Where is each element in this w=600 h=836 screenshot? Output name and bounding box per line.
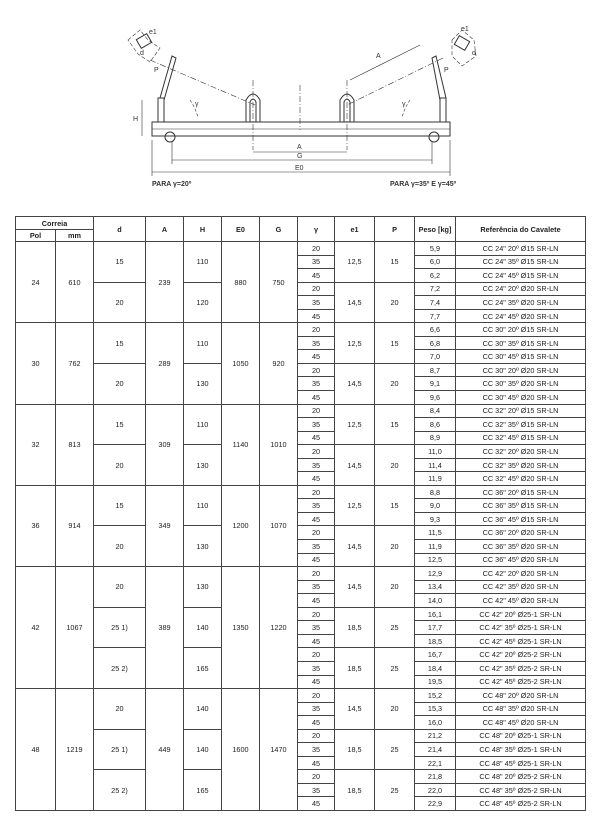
cell-h: 140 bbox=[184, 607, 222, 648]
table-row bbox=[16, 770, 586, 784]
cell-peso: 16,7 bbox=[415, 648, 456, 662]
cell-peso: 6,6 bbox=[415, 323, 456, 337]
cell-h: 165 bbox=[184, 770, 222, 811]
cell-h: 130 bbox=[184, 567, 222, 608]
table-row bbox=[16, 526, 586, 540]
cell-gamma: 45 bbox=[298, 309, 335, 323]
cell-ref: CC 36" 45º Ø20 SR-LN bbox=[456, 553, 586, 567]
cell-ref: CC 48" 35º Ø25-2 SR-LN bbox=[456, 783, 586, 797]
cell-ref: CC 36" 20º Ø15 SR-LN bbox=[456, 485, 586, 499]
cell-peso: 9,0 bbox=[415, 499, 456, 513]
cell-gamma: 45 bbox=[298, 472, 335, 486]
cell-ref: CC 42" 20º Ø20 SR-LN bbox=[456, 567, 586, 581]
cell-gamma: 45 bbox=[298, 553, 335, 567]
cell-peso: 15,3 bbox=[415, 702, 456, 716]
cell-peso: 6,2 bbox=[415, 269, 456, 283]
label-p-left: P bbox=[154, 67, 159, 74]
cell-p: 20 bbox=[375, 445, 415, 486]
cell-gamma: 45 bbox=[298, 797, 335, 811]
left-wing-rod bbox=[160, 56, 176, 100]
table-row bbox=[16, 445, 586, 459]
cell-e1: 14,5 bbox=[335, 567, 375, 608]
label-e1-right: e1 bbox=[461, 26, 469, 33]
cell-a: 309 bbox=[146, 404, 184, 485]
cell-peso: 22,0 bbox=[415, 783, 456, 797]
cell-peso: 8,4 bbox=[415, 404, 456, 418]
cell-ref: CC 42" 35º Ø25-2 SR-LN bbox=[456, 661, 586, 675]
header-p: P bbox=[375, 217, 415, 242]
cell-gamma: 35 bbox=[298, 540, 335, 554]
header-gamma: γ bbox=[298, 217, 335, 242]
note-right: PARA γ=35º E γ=45º bbox=[390, 181, 457, 188]
cell-peso: 6,8 bbox=[415, 336, 456, 350]
cell-pol: 24 bbox=[16, 242, 56, 323]
cell-ref: CC 36" 35º Ø15 SR-LN bbox=[456, 499, 586, 513]
cell-gamma: 35 bbox=[298, 499, 335, 513]
table-row bbox=[16, 607, 586, 621]
cell-gamma: 20 bbox=[298, 323, 335, 337]
cell-d: 25 2) bbox=[94, 648, 146, 689]
cell-peso: 21,8 bbox=[415, 770, 456, 784]
cell-peso: 21,2 bbox=[415, 729, 456, 743]
cell-peso: 7,2 bbox=[415, 282, 456, 296]
header-a: A bbox=[146, 217, 184, 242]
cell-gamma: 20 bbox=[298, 729, 335, 743]
cell-ref: CC 24" 45º Ø15 SR-LN bbox=[456, 269, 586, 283]
cell-peso: 8,9 bbox=[415, 431, 456, 445]
header-ref: Referência do Cavalete bbox=[456, 217, 586, 242]
cell-h: 110 bbox=[184, 485, 222, 526]
cell-peso: 7,4 bbox=[415, 296, 456, 310]
cell-ref: CC 42" 20º Ø25-1 SR-LN bbox=[456, 607, 586, 621]
cell-p: 15 bbox=[375, 242, 415, 283]
label-e0-dim: E0 bbox=[295, 165, 304, 172]
cell-ref: CC 48" 35º Ø25-1 SR-LN bbox=[456, 743, 586, 757]
cell-ref: CC 24" 20º Ø20 SR-LN bbox=[456, 282, 586, 296]
cell-p: 20 bbox=[375, 363, 415, 404]
cell-e1: 18,5 bbox=[335, 770, 375, 811]
cell-pol: 30 bbox=[16, 323, 56, 404]
table-row bbox=[16, 729, 586, 743]
cell-p: 25 bbox=[375, 648, 415, 689]
cell-a: 389 bbox=[146, 567, 184, 689]
cell-d: 20 bbox=[94, 526, 146, 567]
cell-d: 15 bbox=[94, 485, 146, 526]
cell-peso: 5,9 bbox=[415, 242, 456, 256]
cell-gamma: 20 bbox=[298, 689, 335, 703]
cell-peso: 17,7 bbox=[415, 621, 456, 635]
cell-gamma: 20 bbox=[298, 282, 335, 296]
cell-p: 20 bbox=[375, 282, 415, 323]
cell-ref: CC 48" 20º Ø20 SR-LN bbox=[456, 689, 586, 703]
cell-gamma: 45 bbox=[298, 756, 335, 770]
cell-ref: CC 32" 20º Ø20 SR-LN bbox=[456, 445, 586, 459]
table-row bbox=[16, 404, 586, 418]
cell-peso: 11,5 bbox=[415, 526, 456, 540]
cell-e1: 14,5 bbox=[335, 689, 375, 730]
cell-a: 449 bbox=[146, 689, 184, 811]
cell-e1: 12,5 bbox=[335, 323, 375, 364]
cell-peso: 19,5 bbox=[415, 675, 456, 689]
cell-d: 15 bbox=[94, 404, 146, 445]
cell-gamma: 20 bbox=[298, 607, 335, 621]
cell-e1: 12,5 bbox=[335, 485, 375, 526]
table-row bbox=[16, 485, 586, 499]
cell-gamma: 35 bbox=[298, 255, 335, 269]
right-bracket bbox=[440, 98, 446, 122]
cell-p: 25 bbox=[375, 607, 415, 648]
cell-ref: CC 24" 45º Ø20 SR-LN bbox=[456, 309, 586, 323]
cell-g: 920 bbox=[260, 323, 298, 404]
header-d: d bbox=[94, 217, 146, 242]
cell-peso: 14,0 bbox=[415, 594, 456, 608]
cell-e1: 18,5 bbox=[335, 607, 375, 648]
cell-e0: 1200 bbox=[222, 485, 260, 566]
cell-ref: CC 36" 35º Ø20 SR-LN bbox=[456, 540, 586, 554]
cell-ref: CC 48" 45º Ø25-1 SR-LN bbox=[456, 756, 586, 770]
cell-d: 20 bbox=[94, 363, 146, 404]
cell-p: 20 bbox=[375, 567, 415, 608]
cell-ref: CC 30" 45º Ø20 SR-LN bbox=[456, 391, 586, 405]
label-gamma-right: γ bbox=[402, 101, 406, 108]
cell-peso: 8,6 bbox=[415, 418, 456, 432]
cell-peso: 9,1 bbox=[415, 377, 456, 391]
cell-d: 25 1) bbox=[94, 607, 146, 648]
cell-ref: CC 32" 45º Ø15 SR-LN bbox=[456, 431, 586, 445]
cell-peso: 16,1 bbox=[415, 607, 456, 621]
header-g: G bbox=[260, 217, 298, 242]
cell-ref: CC 42" 45º Ø25-1 SR-LN bbox=[456, 634, 586, 648]
cell-e1: 12,5 bbox=[335, 404, 375, 445]
cell-mm: 914 bbox=[56, 485, 94, 566]
cell-p: 20 bbox=[375, 526, 415, 567]
cell-h: 130 bbox=[184, 526, 222, 567]
table-row bbox=[16, 363, 586, 377]
right-wing-rod bbox=[432, 56, 446, 100]
left-bracket bbox=[158, 98, 164, 122]
table-row bbox=[16, 323, 586, 337]
cell-h: 130 bbox=[184, 363, 222, 404]
cell-p: 25 bbox=[375, 729, 415, 770]
cell-peso: 22,9 bbox=[415, 797, 456, 811]
cell-e0: 1140 bbox=[222, 404, 260, 485]
specification-table bbox=[15, 216, 586, 811]
cell-d: 20 bbox=[94, 689, 146, 730]
cell-d: 20 bbox=[94, 282, 146, 323]
troughing-idler-drawing bbox=[0, 0, 600, 200]
cell-peso: 21,4 bbox=[415, 743, 456, 757]
cell-peso: 13,4 bbox=[415, 580, 456, 594]
cell-gamma: 35 bbox=[298, 458, 335, 472]
cell-ref: CC 36" 45º Ø15 SR-LN bbox=[456, 512, 586, 526]
cell-h: 110 bbox=[184, 404, 222, 445]
roller-end-right-detail bbox=[452, 30, 476, 66]
cell-ref: CC 48" 20º Ø25-2 SR-LN bbox=[456, 770, 586, 784]
header-mm: mm bbox=[56, 230, 94, 242]
cell-gamma: 20 bbox=[298, 770, 335, 784]
cell-g: 1010 bbox=[260, 404, 298, 485]
note-left: PARA γ=20º bbox=[152, 181, 192, 188]
cell-ref: CC 42" 35º Ø25-1 SR-LN bbox=[456, 621, 586, 635]
label-p-right: P bbox=[444, 67, 449, 74]
header-e1: e1 bbox=[335, 217, 375, 242]
cell-e0: 1350 bbox=[222, 567, 260, 689]
cell-d: 15 bbox=[94, 323, 146, 364]
label-gamma-left: γ bbox=[195, 101, 199, 108]
label-g-dim: G bbox=[297, 153, 303, 160]
cell-ref: CC 30" 20º Ø20 SR-LN bbox=[456, 363, 586, 377]
cell-ref: CC 30" 35º Ø15 SR-LN bbox=[456, 336, 586, 350]
cell-gamma: 35 bbox=[298, 580, 335, 594]
cell-e0: 880 bbox=[222, 242, 260, 323]
cell-gamma: 45 bbox=[298, 675, 335, 689]
cell-p: 15 bbox=[375, 404, 415, 445]
cell-peso: 12,5 bbox=[415, 553, 456, 567]
cell-peso: 6,0 bbox=[415, 255, 456, 269]
cell-gamma: 45 bbox=[298, 594, 335, 608]
table-row bbox=[16, 242, 586, 256]
cell-gamma: 20 bbox=[298, 485, 335, 499]
cell-e1: 14,5 bbox=[335, 363, 375, 404]
cell-gamma: 35 bbox=[298, 296, 335, 310]
header-pol: Pol bbox=[16, 230, 56, 242]
table-row bbox=[16, 282, 586, 296]
cell-peso: 11,9 bbox=[415, 540, 456, 554]
cell-mm: 610 bbox=[56, 242, 94, 323]
cell-e1: 18,5 bbox=[335, 648, 375, 689]
cell-peso: 22,1 bbox=[415, 756, 456, 770]
cell-peso: 18,4 bbox=[415, 661, 456, 675]
cell-ref: CC 48" 20º Ø25-1 SR-LN bbox=[456, 729, 586, 743]
cell-peso: 8,8 bbox=[415, 485, 456, 499]
label-e1-left: e1 bbox=[149, 29, 157, 36]
cell-peso: 7,0 bbox=[415, 350, 456, 364]
cell-peso: 11,0 bbox=[415, 445, 456, 459]
cell-d: 15 bbox=[94, 242, 146, 283]
cell-gamma: 20 bbox=[298, 404, 335, 418]
cell-gamma: 20 bbox=[298, 648, 335, 662]
cell-ref: CC 42" 20º Ø25-2 SR-LN bbox=[456, 648, 586, 662]
cell-peso: 15,2 bbox=[415, 689, 456, 703]
label-d-right: d bbox=[472, 50, 476, 57]
cell-peso: 9,3 bbox=[415, 512, 456, 526]
cell-ref: CC 24" 20º Ø15 SR-LN bbox=[456, 242, 586, 256]
cell-gamma: 45 bbox=[298, 634, 335, 648]
cell-a: 289 bbox=[146, 323, 184, 404]
cell-ref: CC 24" 35º Ø15 SR-LN bbox=[456, 255, 586, 269]
cell-gamma: 45 bbox=[298, 350, 335, 364]
dimension-lines bbox=[142, 45, 450, 176]
cell-g: 1470 bbox=[260, 689, 298, 811]
cell-gamma: 35 bbox=[298, 377, 335, 391]
cell-ref: CC 30" 45º Ø15 SR-LN bbox=[456, 350, 586, 364]
cell-gamma: 45 bbox=[298, 269, 335, 283]
cell-ref: CC 32" 20º Ø15 SR-LN bbox=[456, 404, 586, 418]
table-row bbox=[16, 567, 586, 581]
cell-gamma: 20 bbox=[298, 242, 335, 256]
cell-gamma: 35 bbox=[298, 418, 335, 432]
cell-ref: CC 30" 20º Ø15 SR-LN bbox=[456, 323, 586, 337]
cell-e0: 1600 bbox=[222, 689, 260, 811]
cell-ref: CC 30" 35º Ø20 SR-LN bbox=[456, 377, 586, 391]
cell-g: 1070 bbox=[260, 485, 298, 566]
cell-mm: 1219 bbox=[56, 689, 94, 811]
cell-gamma: 35 bbox=[298, 702, 335, 716]
cell-d: 25 1) bbox=[94, 729, 146, 770]
cell-h: 110 bbox=[184, 323, 222, 364]
cell-p: 15 bbox=[375, 323, 415, 364]
header-peso: Peso [kg] bbox=[415, 217, 456, 242]
cell-ref: CC 32" 45º Ø20 SR-LN bbox=[456, 472, 586, 486]
cell-mm: 813 bbox=[56, 404, 94, 485]
cell-g: 1220 bbox=[260, 567, 298, 689]
cell-a: 349 bbox=[146, 485, 184, 566]
cell-p: 20 bbox=[375, 689, 415, 730]
label-h: H bbox=[133, 116, 139, 123]
cell-ref: CC 42" 45º Ø20 SR-LN bbox=[456, 594, 586, 608]
cell-ref: CC 48" 45º Ø25-2 SR-LN bbox=[456, 797, 586, 811]
header-h: H bbox=[184, 217, 222, 242]
cell-gamma: 35 bbox=[298, 783, 335, 797]
right-bolt bbox=[429, 132, 439, 142]
cell-gamma: 45 bbox=[298, 431, 335, 445]
cell-peso: 11,4 bbox=[415, 458, 456, 472]
cell-d: 20 bbox=[94, 567, 146, 608]
cell-g: 750 bbox=[260, 242, 298, 323]
cell-a: 239 bbox=[146, 242, 184, 323]
cell-h: 130 bbox=[184, 445, 222, 486]
cell-gamma: 45 bbox=[298, 716, 335, 730]
cell-p: 25 bbox=[375, 770, 415, 811]
cell-peso: 11,9 bbox=[415, 472, 456, 486]
cell-peso: 7,7 bbox=[415, 309, 456, 323]
cell-pol: 36 bbox=[16, 485, 56, 566]
cell-ref: CC 24" 35º Ø20 SR-LN bbox=[456, 296, 586, 310]
header-correia: Correia bbox=[16, 217, 94, 230]
cell-h: 140 bbox=[184, 729, 222, 770]
cell-gamma: 35 bbox=[298, 743, 335, 757]
cell-ref: CC 32" 35º Ø20 SR-LN bbox=[456, 458, 586, 472]
cell-peso: 9,6 bbox=[415, 391, 456, 405]
cell-p: 15 bbox=[375, 485, 415, 526]
table-row bbox=[16, 648, 586, 662]
cell-peso: 12,9 bbox=[415, 567, 456, 581]
cell-ref: CC 36" 20º Ø20 SR-LN bbox=[456, 526, 586, 540]
cell-ref: CC 48" 35º Ø20 SR-LN bbox=[456, 702, 586, 716]
cell-gamma: 45 bbox=[298, 512, 335, 526]
cell-ref: CC 42" 45º Ø25-2 SR-LN bbox=[456, 675, 586, 689]
table-row bbox=[16, 689, 586, 703]
cell-gamma: 20 bbox=[298, 567, 335, 581]
cell-pol: 48 bbox=[16, 689, 56, 811]
cell-h: 165 bbox=[184, 648, 222, 689]
label-d-left: d bbox=[140, 50, 144, 57]
cell-e1: 18,5 bbox=[335, 729, 375, 770]
cell-e1: 14,5 bbox=[335, 445, 375, 486]
cell-pol: 42 bbox=[16, 567, 56, 689]
cell-h: 110 bbox=[184, 242, 222, 283]
left-bolt bbox=[165, 132, 175, 142]
cell-gamma: 35 bbox=[298, 621, 335, 635]
cell-d: 20 bbox=[94, 445, 146, 486]
cell-gamma: 20 bbox=[298, 363, 335, 377]
cell-peso: 16,0 bbox=[415, 716, 456, 730]
label-a-top: A bbox=[376, 53, 381, 60]
cell-gamma: 20 bbox=[298, 526, 335, 540]
cell-mm: 1067 bbox=[56, 567, 94, 689]
cell-mm: 762 bbox=[56, 323, 94, 404]
cell-e1: 12,5 bbox=[335, 242, 375, 283]
cell-peso: 8,7 bbox=[415, 363, 456, 377]
cell-e0: 1050 bbox=[222, 323, 260, 404]
cell-e1: 14,5 bbox=[335, 282, 375, 323]
cell-ref: CC 32" 35º Ø15 SR-LN bbox=[456, 418, 586, 432]
cell-ref: CC 42" 35º Ø20 SR-LN bbox=[456, 580, 586, 594]
cell-peso: 18,5 bbox=[415, 634, 456, 648]
header-e0: E0 bbox=[222, 217, 260, 242]
cell-ref: CC 48" 45º Ø20 SR-LN bbox=[456, 716, 586, 730]
cell-gamma: 45 bbox=[298, 391, 335, 405]
cell-h: 120 bbox=[184, 282, 222, 323]
cell-d: 25 2) bbox=[94, 770, 146, 811]
label-a-dim: A bbox=[297, 144, 302, 151]
cell-gamma: 35 bbox=[298, 661, 335, 675]
cell-e1: 14,5 bbox=[335, 526, 375, 567]
cell-gamma: 35 bbox=[298, 336, 335, 350]
cell-pol: 32 bbox=[16, 404, 56, 485]
cell-h: 140 bbox=[184, 689, 222, 730]
cell-gamma: 20 bbox=[298, 445, 335, 459]
